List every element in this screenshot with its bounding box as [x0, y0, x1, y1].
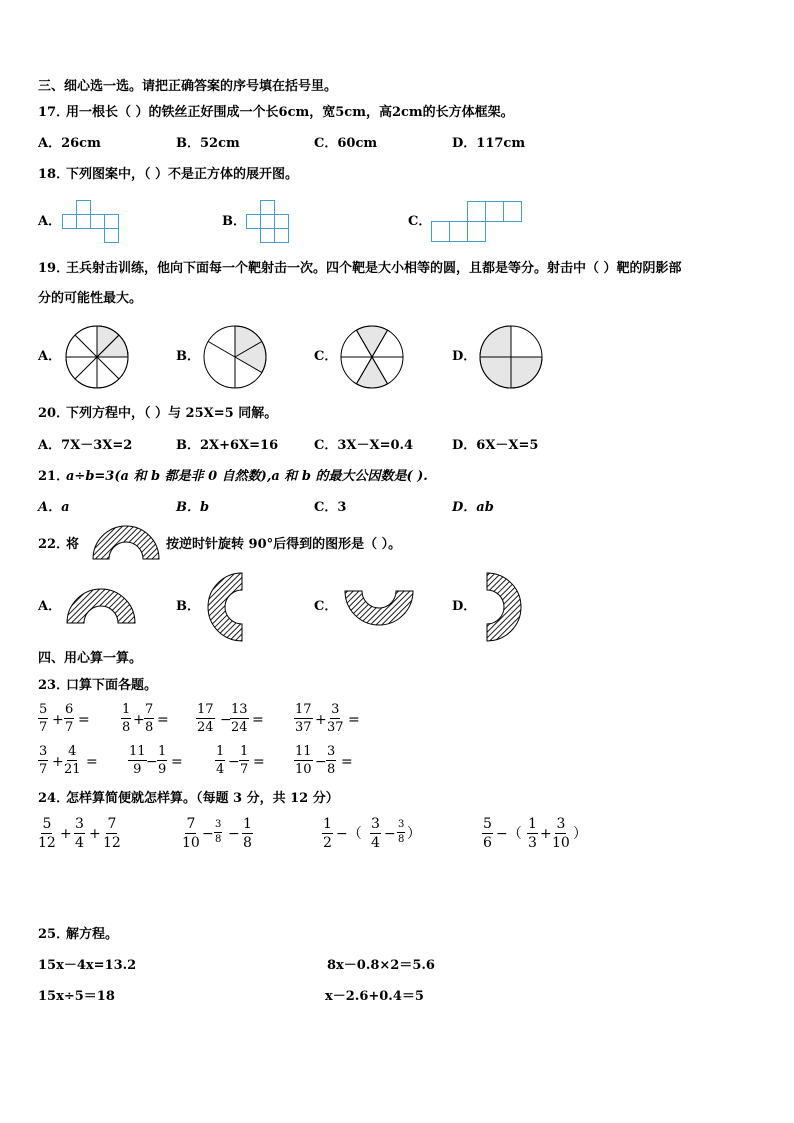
q23-number: 23．	[38, 678, 70, 693]
q18-option-c: C．	[408, 214, 432, 229]
q22-option-c: C．	[314, 599, 338, 614]
q18-option-b: B．	[222, 214, 246, 229]
q23-r2e3-equals: =	[253, 754, 265, 770]
q23-r2e3-fraction-b: $\frac{1}{7}$	[240, 744, 249, 777]
q25-equation-1: 15x－4x=13.2	[38, 958, 137, 973]
q23-r1e4-operator: +	[315, 712, 327, 728]
q21-number: 21．	[38, 469, 70, 484]
q17-option-b: B．52cm	[176, 136, 240, 151]
q18-net-c-figure	[431, 200, 523, 244]
q24-stem: 怎样算简便就怎样算。（每题 3 分，共 12 分）	[66, 791, 339, 806]
q24-e4-operator-1: −（	[496, 826, 522, 842]
q22-option-c-arch-down	[344, 590, 414, 628]
q22-number: 22．	[38, 537, 70, 552]
q22-option-a: A．	[38, 599, 62, 614]
q22-stem-post: 按逆时针旋转 90°后得到的图形是（ ）。	[166, 537, 402, 552]
q18-net-b-figure	[246, 200, 292, 244]
q23-r2e2-fraction-b: $\frac{1}{9}$	[158, 744, 167, 777]
q22-option-d-arch-right	[486, 572, 524, 642]
q22-option-a-arch-up	[66, 586, 136, 624]
q17-option-a: A．26cm	[38, 136, 101, 151]
q23-r1e4-fraction-b: $\frac{3}{37}$	[327, 702, 344, 735]
q22-option-b: B．	[176, 599, 200, 614]
q23-r2e4-operator: −	[315, 754, 327, 770]
q22-option-d: D．	[452, 599, 477, 614]
q20-number: 20．	[38, 406, 70, 421]
q22-stem-pre: 将	[66, 537, 80, 552]
q24-e3-operator-2: −	[384, 826, 396, 842]
q23-r2e2-fraction-a: $\frac{11}{9}$	[129, 744, 146, 777]
q18-number: 18．	[38, 167, 70, 182]
section-3-title: 三、细心选一选。请把正确答案的序号填在括号里。	[38, 79, 338, 94]
q24-e1-fraction-1: $\frac{5}{12}$	[38, 816, 56, 851]
q23-r1e1-equals: =	[78, 712, 90, 728]
q19-stem-line2: 分的可能性最大。	[38, 291, 143, 306]
q19-option-b: B．	[176, 349, 200, 364]
q23-r1e2-operator: +	[133, 712, 145, 728]
q20-option-b: B．2X+6X=16	[176, 438, 279, 453]
q24-e4-operator-2: +	[540, 826, 552, 842]
q23-r1e1-fraction-a: $\frac{5}{7}$	[39, 702, 48, 735]
q23-r1e4-fraction-a: $\frac{17}{37}$	[295, 702, 312, 735]
q24-e3-close-paren: ）	[407, 826, 421, 842]
q23-r2e1-fraction-a: $\frac{3}{7}$	[39, 744, 48, 777]
q23-r2e4-fraction-a: $\frac{11}{10}$	[295, 744, 312, 777]
q17-number: 17．	[38, 105, 70, 120]
q24-e4-fraction-3: $\frac{3}{10}$	[552, 816, 570, 851]
q19-option-c: C．	[314, 349, 338, 364]
q19-target-c-6-parts	[339, 325, 405, 389]
q20-option-a: A．7X－3X=2	[38, 438, 133, 453]
q18-stem: 下列图案中，（ ）不是正方体的展开图。	[66, 167, 299, 182]
q23-r1e2-fraction-b: $\frac{7}{8}$	[145, 702, 154, 735]
section-4-title: 四、用心算一算。	[38, 651, 143, 666]
q23-r1e3-fraction-b: $\frac{13}{24}$	[231, 702, 248, 735]
q20-stem: 下列方程中，（ ）与 25X=5 同解。	[66, 406, 278, 421]
q24-e1-fraction-3: $\frac{7}{12}$	[103, 816, 121, 851]
q23-r1e3-equals: =	[252, 712, 264, 728]
q24-number: 24．	[38, 791, 70, 806]
q23-r1e1-operator: +	[52, 712, 64, 728]
q23-r1e3-operator: −	[220, 712, 232, 728]
q17-stem: 用一根长（ ）的铁丝正好围成一个长6cm，宽5cm，高2cm的长方体框架。	[66, 105, 514, 120]
q24-e2-fraction-2: $\frac{3}{8}$	[215, 819, 222, 845]
q21-stem: a÷b=3(a 和 b 都是非 0 自然数),a 和 b 的最大公因数是( ).	[66, 469, 428, 484]
q19-target-a-8-parts	[64, 325, 130, 389]
q19-option-d: D．	[452, 349, 477, 364]
q25-equation-3: 15x÷5＝18	[38, 989, 115, 1004]
q24-e1-fraction-2: $\frac{3}{4}$	[75, 816, 84, 851]
q23-r2e4-fraction-b: $\frac{3}{8}$	[327, 744, 336, 777]
q23-r2e3-operator: −	[228, 754, 240, 770]
q23-r1e1-fraction-b: $\frac{6}{7}$	[65, 702, 74, 735]
q23-stem: 口算下面各题。	[66, 678, 158, 693]
q19-target-d-4-parts	[478, 325, 544, 389]
q21-option-c: C．3	[314, 500, 347, 515]
q23-r2e1-equals: =	[86, 754, 98, 770]
q20-option-d: D．6X－X=5	[452, 438, 539, 453]
q23-r2e2-equals: =	[171, 754, 183, 770]
q24-e3-fraction-1: $\frac{1}{2}$	[323, 816, 332, 851]
q23-r1e2-equals: =	[157, 712, 169, 728]
q22-option-b-arch-left	[205, 572, 243, 642]
q24-e2-fraction-3: $\frac{1}{8}$	[243, 816, 252, 851]
q23-r2e1-fraction-b: $\frac{4}{21}$	[64, 744, 81, 777]
q22-source-arch-figure	[92, 522, 160, 560]
q24-e3-fraction-3: $\frac{3}{8}$	[398, 819, 405, 845]
q19-number: 19．	[38, 261, 70, 276]
q25-number: 25．	[38, 927, 70, 942]
q24-e4-close-paren: ）	[573, 826, 587, 842]
q24-e2-operator-2: −	[228, 826, 240, 842]
q24-e1-operator-1: +	[60, 826, 72, 842]
q25-stem: 解方程。	[66, 927, 119, 942]
q23-r1e2-fraction-a: $\frac{1}{8}$	[122, 702, 131, 735]
q25-equation-4: x－2.6+0.4＝5	[325, 989, 424, 1004]
q23-r2e2-operator: −	[146, 754, 158, 770]
q23-r2e3-fraction-a: $\frac{1}{4}$	[216, 744, 225, 777]
q21-option-d: D．ab	[452, 500, 494, 515]
q25-equation-2: 8x－0.8×2＝5.6	[327, 958, 435, 973]
q23-r2e4-equals: =	[341, 754, 353, 770]
q21-option-b: B．b	[176, 500, 210, 515]
q21-option-a: A．a	[38, 500, 70, 515]
q23-r2e1-operator: +	[52, 754, 64, 770]
q24-e2-operator-1: −	[202, 826, 214, 842]
q23-r1e4-equals: =	[348, 712, 360, 728]
q18-option-a: A．	[38, 214, 62, 229]
q24-e4-fraction-2: $\frac{1}{3}$	[528, 816, 537, 851]
q24-e3-fraction-2: $\frac{3}{4}$	[371, 816, 380, 851]
q24-e2-fraction-1: $\frac{7}{10}$	[182, 816, 200, 851]
q24-e3-operator-1: −（	[336, 826, 362, 842]
q19-option-a: A．	[38, 349, 62, 364]
q17-option-c: C．60cm	[314, 136, 378, 151]
q20-option-c: C．3X－X=0.4	[314, 438, 414, 453]
q17-option-d: D．117cm	[452, 136, 526, 151]
q23-r1e3-fraction-a: $\frac{17}{24}$	[197, 702, 214, 735]
q24-e1-operator-2: +	[89, 826, 101, 842]
q24-e4-fraction-1: $\frac{5}{6}$	[483, 816, 492, 851]
q19-stem-line1: 王兵射击训练，他向下面每一个靶射击一次。四个靶是大小相等的圆，且都是等分。射击中（ ）靶的阴影部	[66, 261, 682, 276]
q18-net-a-figure	[62, 200, 122, 244]
q19-target-b-3-parts	[202, 325, 268, 389]
